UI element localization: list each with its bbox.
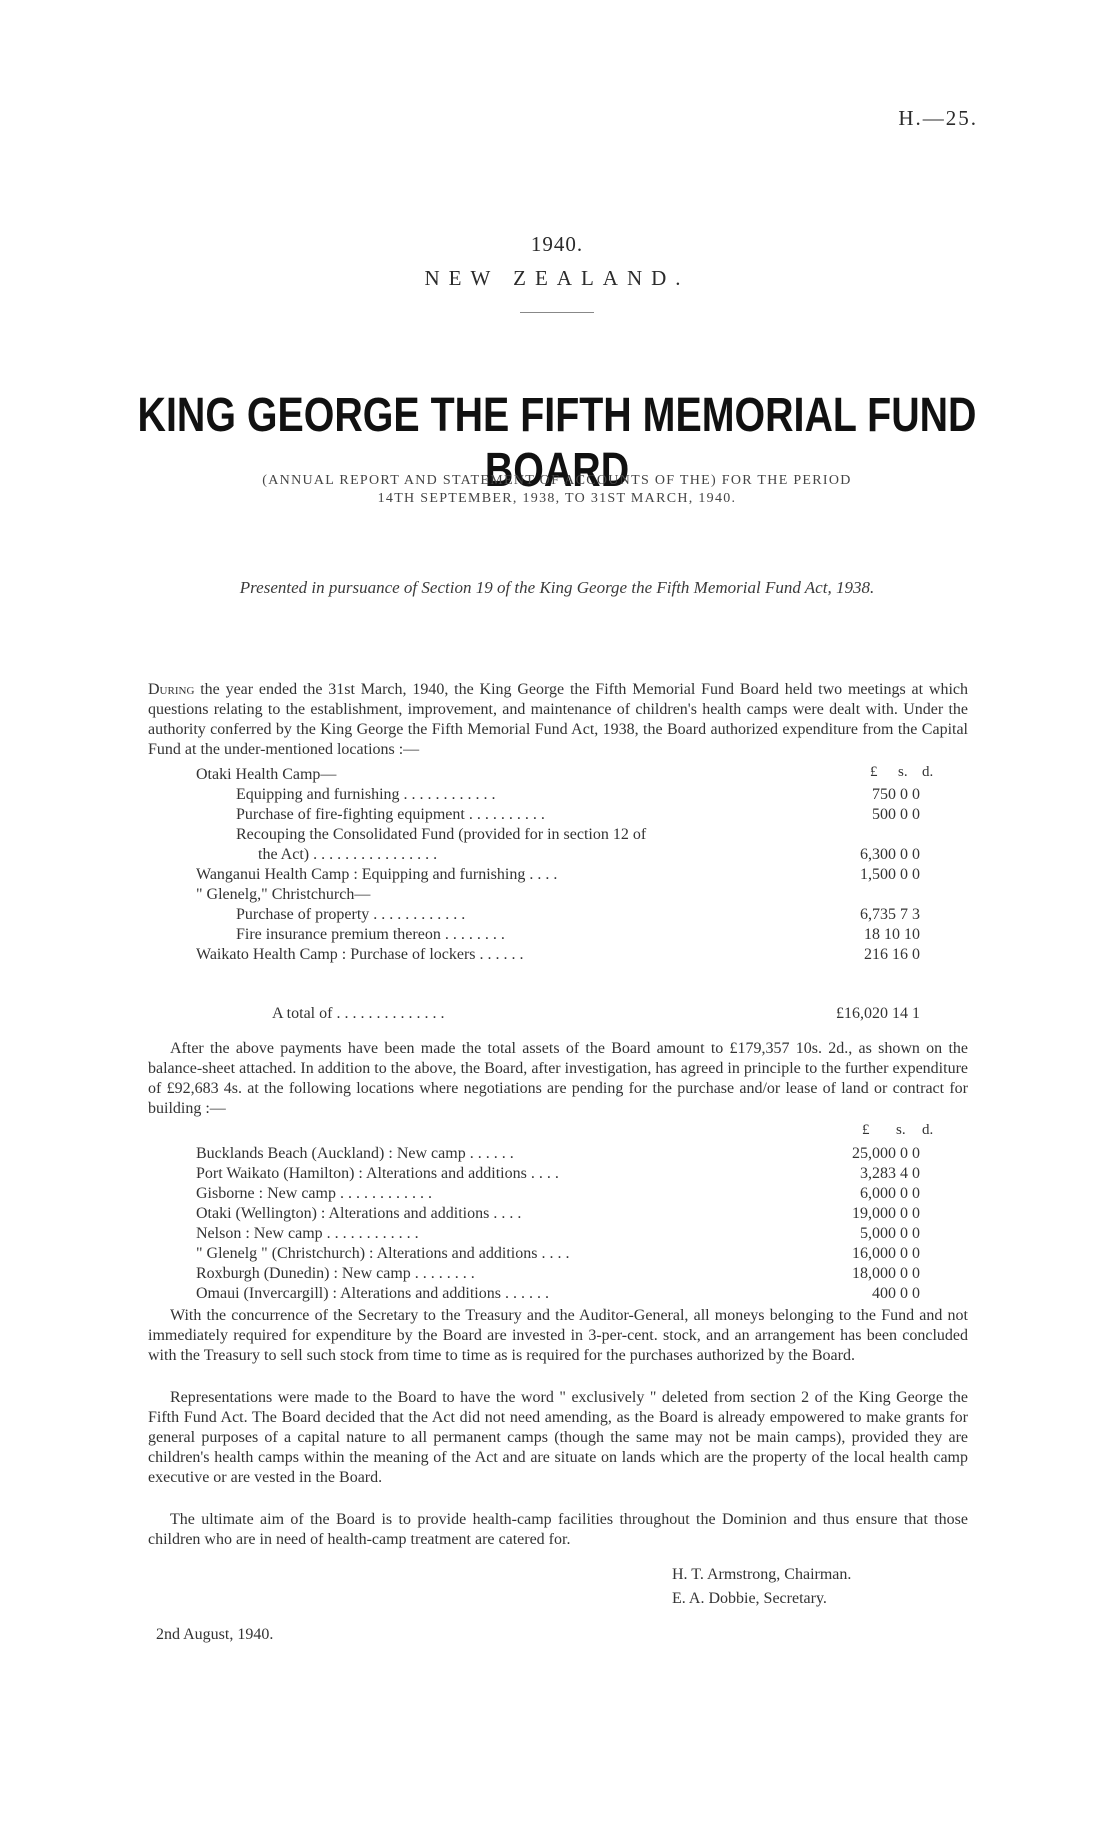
intro-paragraph: [148, 680, 968, 760]
parliamentary-paper-reference: H.—25.: [898, 106, 978, 130]
table2-col-pence: d.: [922, 1122, 934, 1138]
table2-row-label: Nelson : New camp . . . . . . . . . . . .: [196, 1225, 419, 1242]
table1-row-label: Equipping and furnishing . . . . . . . . . . . .: [236, 786, 496, 803]
table1-row-label: Purchase of fire-fighting equipment . . . . . . . . . .: [236, 806, 545, 823]
table1-row-label: Otaki Health Camp—: [196, 766, 337, 783]
table1-row-amount: 1,500 0 0: [860, 866, 920, 883]
table2-row-label: Otaki (Wellington) : Alterations and additions . . . .: [196, 1205, 522, 1222]
table2-row-label: Bucklands Beach (Auckland) : New camp . . . . . .: [196, 1145, 514, 1162]
subtitle-line-2: 14TH SEPTEMBER, 1938, TO 31ST MARCH, 1940.: [377, 491, 737, 506]
table2-row-label: Gisborne : New camp . . . . . . . . . . . .: [196, 1185, 432, 1202]
intro-lead: During: [148, 681, 195, 698]
table2-row-amount: 3,283 4 0: [860, 1165, 920, 1182]
document-title: KING GEORGE THE FIFTH MEMORIAL FUND BOARD: [137, 389, 977, 497]
report-year: 1940.: [530, 232, 584, 256]
table2-row-amount: 18,000 0 0: [852, 1265, 920, 1282]
table1-row-label: Fire insurance premium thereon . . . . . . . .: [236, 926, 505, 943]
table1-row-amount: 18 10 10: [864, 926, 920, 943]
table1-row-label: the Act) . . . . . . . . . . . . . . . .: [258, 846, 438, 863]
table1-row-label: Recouping the Consolidated Fund (provided for in section 12 of: [236, 826, 647, 843]
intro-text: the year ended the 31st March, 1940, the King George the Fifth Memorial Fund Board held two meetings at which questions relating to the establishment, improvement, and maintenance of children's health camps were dealt with. Under the authority conferred by the King George the Fifth Memorial Fund Act, 1938, the Board authorized expenditure from the Capital Fund at the under-mentioned locations :—: [148, 681, 968, 758]
table2-col-shillings: s.: [896, 1122, 906, 1138]
table1-row-label: Wanganui Health Camp : Equipping and furnishing . . . .: [196, 866, 558, 883]
ultimate-aim-paragraph: The ultimate aim of the Board is to provide health-camp facilities throughout the Dominion and thus ensure that those children who are in need of health-camp treatment are catered for.: [148, 1511, 968, 1548]
secretary-signature: E. A. Dobbie, Secretary.: [672, 1590, 827, 1607]
table1-col-shillings: s.: [898, 764, 908, 780]
table1-col-pounds: £: [870, 764, 878, 780]
table1-row-label: Purchase of property . . . . . . . . . . . .: [236, 906, 466, 923]
investment-paragraph: With the concurrence of the Secretary to the Treasury and the Auditor-General, all moneys belonging to the Fund and not immediately required for expenditure by the Board are invested in 3-per-cent. stock, and an arrangement has been concluded with the Treasury to sell such stock from time to time as is required for the purchases authorized by the Board.: [148, 1307, 968, 1364]
table2-row-amount: 16,000 0 0: [852, 1245, 920, 1262]
table1-row-amount: 500 0 0: [872, 806, 920, 823]
representations-paragraph: Representations were made to the Board to have the word " exclusively " deleted from section 2 of the King George the Fifth Fund Act. The Board decided that the Act did not need amending, as the Board is already empowered to make grants for general purposes of a capital nature to all permanent camps (though the same may not be main camps), provided they are children's health camps within the meaning of the Act and are situate on lands which are the property of the local health camp executive or are vested in the Board.: [148, 1389, 968, 1486]
table1-total-amount: £16,020 14 1: [836, 1005, 920, 1022]
country-heading: NEW ZEALAND.: [424, 266, 690, 290]
report-date: 2nd August, 1940.: [156, 1626, 274, 1643]
subtitle-line-1: (ANNUAL REPORT AND STATEMENT OF ACCOUNTS OF THE) FOR THE PERIOD: [262, 473, 852, 488]
table2-row-amount: 400 0 0: [872, 1285, 920, 1302]
table1-row-label: " Glenelg," Christchurch—: [196, 886, 371, 903]
heading-divider: [520, 312, 594, 313]
table2-row-amount: 25,000 0 0: [852, 1145, 920, 1162]
table2-row-amount: 6,000 0 0: [860, 1185, 920, 1202]
table1-row-amount: 216 16 0: [864, 946, 920, 963]
table2-row-amount: 5,000 0 0: [860, 1225, 920, 1242]
chairman-signature: H. T. Armstrong, Chairman.: [672, 1566, 852, 1583]
table1-row-label: Waikato Health Camp : Purchase of lockers . . . . . .: [196, 946, 524, 963]
document-subtitle: [0, 472, 1114, 508]
table2-col-pounds: £: [862, 1122, 870, 1138]
table2-row-label: " Glenelg " (Christchurch) : Alterations and additions . . . .: [196, 1245, 570, 1262]
assets-paragraph: After the above payments have been made the total assets of the Board amount to £179,357 10s. 2d., as shown on the balance-sheet attached. In addition to the above, the Board, after investigation, has agreed in principle to the further expenditure of £92,683 4s. at the following locations where negotiations are pending for the purchase and/or lease of land or contract for building :—: [148, 1040, 968, 1117]
presented-note: Presented in pursuance of Section 19 of the King George the Fifth Memorial Fund Act, 1938.: [239, 578, 875, 597]
table1-row-amount: 750 0 0: [872, 786, 920, 803]
table1-row-amount: 6,300 0 0: [860, 846, 920, 863]
table2-row-amount: 19,000 0 0: [852, 1205, 920, 1222]
table1-col-pence: d.: [922, 764, 934, 780]
table2-row-label: Roxburgh (Dunedin) : New camp . . . . . . . .: [196, 1265, 475, 1282]
table1-total-label: A total of . . . . . . . . . . . . . .: [272, 1005, 445, 1022]
table2-row-label: Omaui (Invercargill) : Alterations and additions . . . . . .: [196, 1285, 549, 1302]
table1-row-amount: 6,735 7 3: [860, 906, 920, 923]
table2-row-label: Port Waikato (Hamilton) : Alterations and additions . . . .: [196, 1165, 559, 1182]
